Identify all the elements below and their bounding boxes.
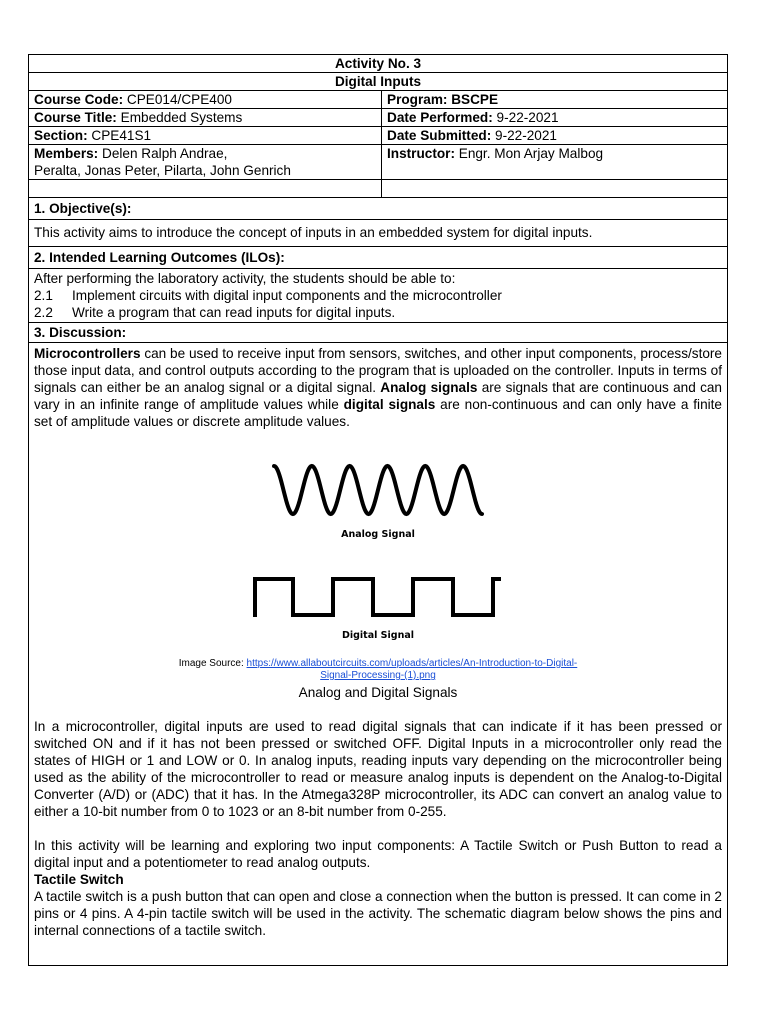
course-title-cell [29,109,382,127]
figure-caption: Analog and Digital Signals [298,685,458,700]
instructor-value: Engr. Mon Arjay Malbog [458,146,604,161]
term-microcontrollers: Microcontrollers [34,346,141,361]
objective-text: This activity aims to introduce the concept of inputs in an embedded system for digital inputs. [28,220,728,247]
members-line2: Peralta, Jonas Peter, Pilarta, John Genrich [34,163,291,178]
digital-signal-label: Digital Signal [341,630,415,641]
discussion-paragraph-1: Microcontrollers can be used to receive input from sensors, switches, and other input components, process/store those input data, and control outputs according to the program that is uploaded on the controller. Inputs in terms of signals can either be an analog signal or a digital signal. Analog signals are signals that are continuous and can vary in an infinite range of amplitude values while digital signals are non-continuous and can only have a finite set of amplitude values or discrete amplitude values. [34,346,722,429]
members-line1: Delen Ralph Andrae, [102,146,228,161]
objective-heading: 1. Objective(s): [28,198,728,220]
date-performed-cell [382,109,728,127]
date-submitted-label: Date Submitted: [387,128,492,143]
date-submitted-cell [382,127,728,145]
discussion-paragraph-3: In this activity will be learning and exploring two input components: A Tactile Switch or Push Button to read a digital input and a potentiometer to read analog outputs. [34,838,722,870]
analog-signal-figure [34,460,722,543]
discussion-paragraph-2: In a microcontroller, digital inputs are used to read digital signals that can indicate if it has been pressed or switched ON and if it has not been pressed or switched OFF. Digital Inputs in a microcontroller only read the states of HIGH or 1 and LOW or 0. In analog inputs, reading inputs vary depending on the microcontroller being used as the ability of the microcontroller to read or measure analog inputs is dependent on the Analog-to-Digital Converter (A/D) or (ADC) that it has. In the Atmega328P microcontroller, its ADC can convert an analog value to either a 10-bit number from 0 to 1023 or an 8-bit number from 0-255. [34,719,722,819]
program-cell [382,91,728,109]
activity-title: Digital Inputs [29,73,728,91]
course-code-cell [29,91,382,109]
date-submitted-value: 9-22-2021 [495,128,557,143]
ilo-item [34,304,722,321]
document-page [28,54,728,966]
ilo-heading: 2. Intended Learning Outcomes (ILOs): [28,247,728,269]
term-digital-signals: digital signals [343,397,436,412]
ilo-item-number: 2.1 [34,288,53,303]
term-analog-signals: Analog signals [380,380,478,395]
empty-cell-right [382,180,728,198]
section-cell [29,127,382,145]
activity-number: Activity No. 3 [29,55,728,73]
members-label: Members: [34,146,99,161]
course-code-value: CPE014/CPE400 [126,92,232,107]
instructor-cell [382,145,728,180]
course-title-label: Course Title: [34,110,117,125]
course-code-label: Course Code: [34,92,124,107]
tactile-switch-heading: Tactile Switch [34,872,124,887]
section-label: Section: [34,128,88,143]
ilo-item-text: Write a program that can read inputs for digital inputs. [72,305,396,320]
image-source [34,658,722,682]
ilo-intro: After performing the laboratory activity, the students should be able to: [34,271,456,286]
date-performed-label: Date Performed: [387,110,493,125]
course-title-value: Embedded Systems [120,110,243,125]
image-source-link-continued[interactable]: Signal-Processing-(1).png [320,670,436,681]
digital-signal-figure [34,575,722,644]
date-performed-value: 9-22-2021 [496,110,559,125]
program-label: Program: [387,92,448,107]
ilo-item [34,287,722,304]
program-value: BSCPE [451,92,499,107]
ilo-item-text: Implement circuits with digital input components and the microcontroller [72,288,502,303]
instructor-label: Instructor: [387,146,455,161]
ilo-item-number: 2.2 [34,305,53,320]
members-cell [29,145,382,180]
header-table [28,54,728,198]
discussion-body [28,343,728,966]
analog-signal-label: Analog Signal [341,529,415,540]
section-value: CPE41S1 [91,128,152,143]
discussion-paragraph-4: A tactile switch is a push button that can open and close a connection when the button is pressed. It can come in 2 pins or 4 pins. A 4-pin tactile switch will be used in the activity. The schematic diagram below shows the pins and internal connections of a tactile switch. [34,889,722,938]
image-source-prefix: Image Source: [178,658,247,669]
analog-wave-icon [268,460,488,520]
empty-cell-left [29,180,382,198]
ilo-body [28,269,728,323]
digital-wave-icon [253,575,503,619]
image-source-link[interactable]: https://www.allaboutcircuits.com/uploads/articles/An-Introduction-to-Digital- [246,658,578,669]
discussion-heading: 3. Discussion: [28,323,728,343]
